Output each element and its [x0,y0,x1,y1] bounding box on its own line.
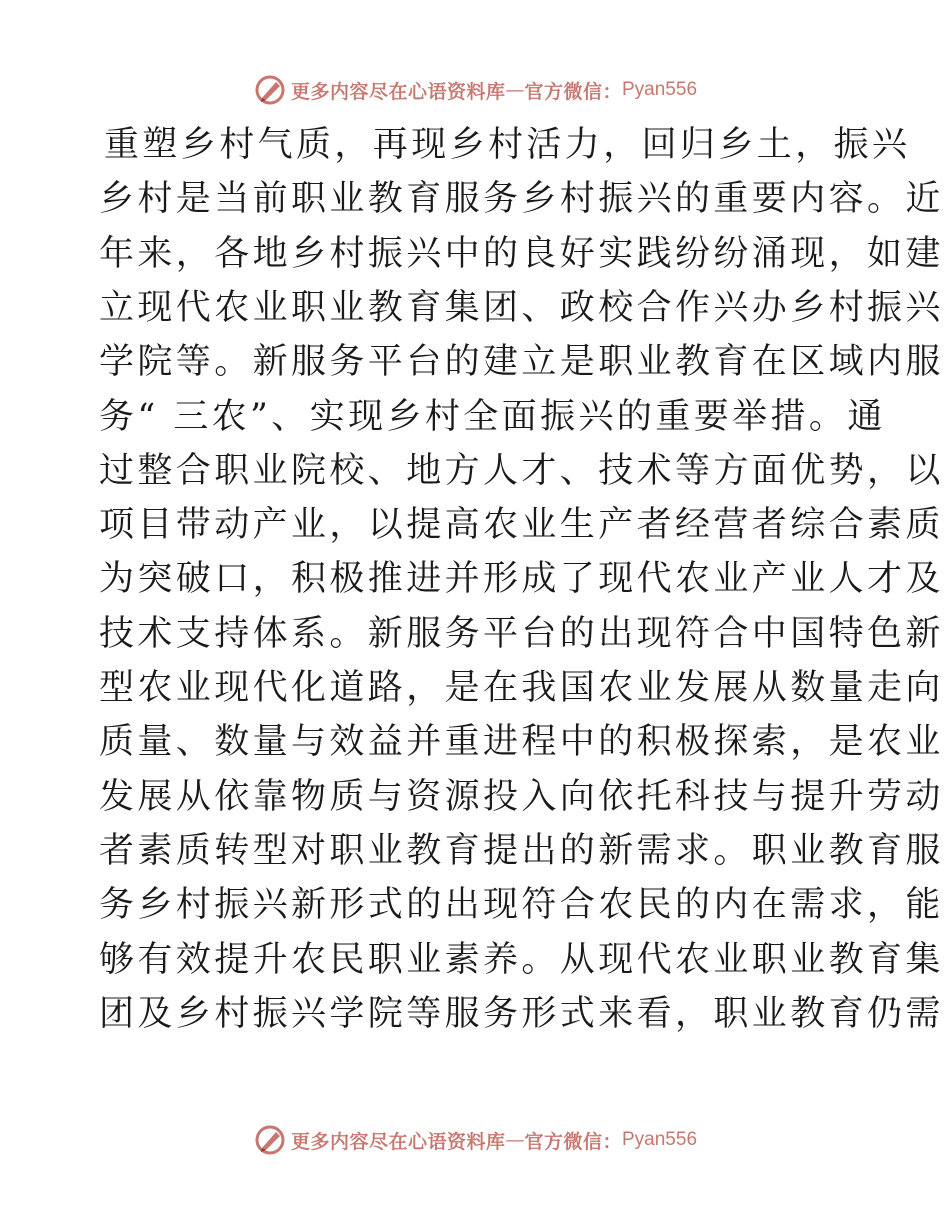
banner-wechat-label: 官方微信： [524,1130,622,1153]
text-line: 型农业现代化道路，是在我国农业发展从数量走向 [99,668,944,708]
text-line: 学院等。新服务平台的建立是职业教育在区域内服 [99,342,944,383]
text-line: 团及乡村振兴学院等服务形式来看，职业教育仍需 [99,993,944,1034]
banner-title: 更多内容尽在心语资料库 [290,80,506,103]
text-line: 务“ 三农”、实现乡村全面振兴的重要举措。通 [99,396,886,437]
seal-pen-icon [253,73,287,107]
banner-title: 更多内容尽在心语资料库 [290,1130,506,1153]
text-line: 够有效提升农民职业素养。从现代农业职业教育集 [99,939,944,980]
banner-handle: Pyan556 [622,1129,698,1150]
text-line: 重塑乡村气质，再现乡村活力，回归乡土，振兴 [104,125,911,165]
banner-handle: Pyan556 [622,79,698,100]
text-line: 过整合职业院校、地方人才、技术等方面优势，以 [99,450,944,491]
text-line: 技术支持体系。新服务平台的出现符合中国特色新 [99,613,944,654]
text-line: 为突破口，积极推进并形成了现代农业产业人才及 [99,559,944,600]
text-line: 发展从依靠物质与资源投入向依托科技与提升劳动 [99,776,944,817]
text-line: 项目带动产业，以提高农业生产者经营者综合素质 [99,505,944,546]
seal-pen-icon [253,1123,287,1157]
text-line: 者素质转型对职业教育提出的新需求。职业教育服 [99,830,944,871]
banner-wechat-label: 官方微信： [524,80,622,103]
footer-banner [0,1120,950,1160]
text-line: 务乡村振兴新形式的出现符合农民的内在需求，能 [99,885,944,926]
text-line: 年来，各地乡村振兴中的良好实践纷纷涌现，如建 [99,233,944,274]
header-banner [0,70,950,110]
text-line: 质量、数量与效益并重进程中的积极探索，是农业 [99,722,944,763]
banner-separator: — [505,79,525,101]
banner-separator: — [505,1129,525,1151]
text-line: 乡村是当前职业教育服务乡村振兴的重要内容。近 [99,179,944,220]
text-line: 立现代农业职业教育集团、政校合作兴办乡村振兴 [99,287,944,328]
